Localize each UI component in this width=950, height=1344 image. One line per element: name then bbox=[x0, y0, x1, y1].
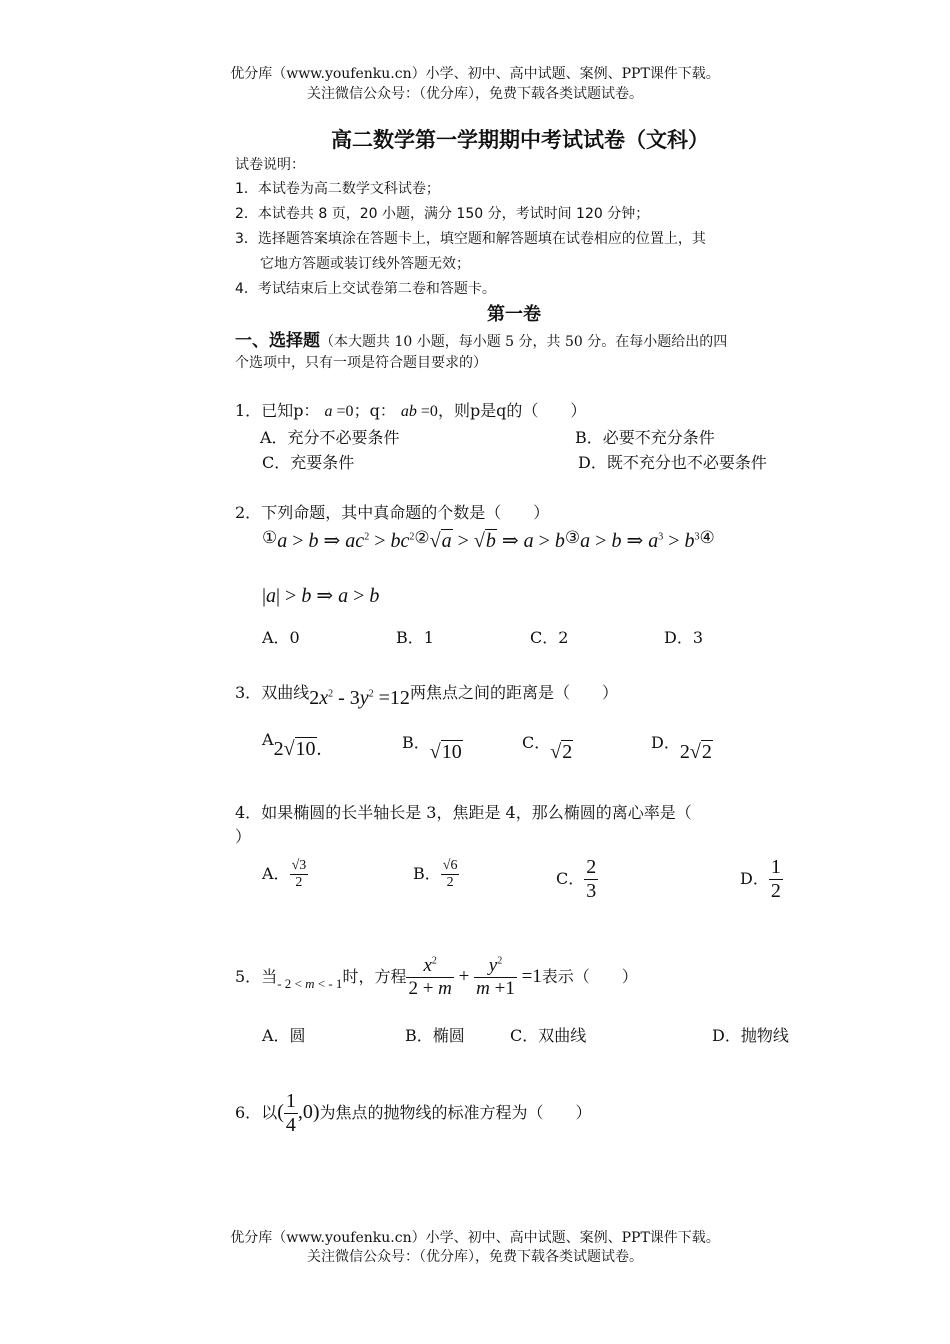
section-heading: 一、选择题 bbox=[235, 331, 320, 351]
q2-propositions-line-2: |a| > b ⇒ a > b bbox=[262, 585, 380, 607]
q4-option-d-label: D． bbox=[740, 869, 769, 888]
question-2-number: 2． bbox=[235, 503, 262, 522]
q3-text-1: 双曲线 bbox=[261, 683, 310, 702]
question-6-number: 6． bbox=[235, 1103, 262, 1123]
q2-label-2: ② bbox=[414, 528, 430, 548]
q4-option-a-label: A． bbox=[262, 864, 290, 883]
q5-option-a: A．圆 bbox=[262, 1026, 306, 1045]
q5-text-3: 表示（ ） bbox=[541, 967, 638, 986]
volume-title: 第一卷 bbox=[487, 304, 541, 325]
q4-text-1: 如果椭圆的长半轴长是 3，焦距是 4，那么椭圆的离心率是（ bbox=[261, 803, 692, 822]
header-line-2: 关注微信公众号：（优分库），免费下载各类试题试卷。 bbox=[307, 86, 643, 102]
question-6 bbox=[235, 1090, 592, 1137]
instruction-2: 2．本试卷共 8 页，20 小题，满分 150 分，考试时间 120 分钟； bbox=[235, 206, 650, 222]
q1-formula-q: ab bbox=[400, 403, 417, 420]
footer-line-1: 优分库（www.youfenku.cn）小学、初中、高中试题、案例、PPT课件下载。 bbox=[230, 1230, 720, 1246]
q3-option-c-label: C． bbox=[522, 733, 551, 752]
q5-option-b: B．椭圆 bbox=[405, 1026, 465, 1045]
q2-label-4: ④ bbox=[699, 528, 715, 548]
q1-text-3: ，则p是q的（ ） bbox=[437, 401, 587, 420]
q1-text-2: ；q： bbox=[353, 401, 396, 420]
q1-option-a: A．充分不必要条件 bbox=[260, 428, 400, 447]
q1-option-c: C．充要条件 bbox=[262, 453, 355, 472]
q6-text-1: 以 bbox=[261, 1103, 278, 1123]
q2-label-3: ③ bbox=[564, 528, 581, 548]
q3-option-b-label: B． bbox=[402, 733, 430, 752]
instruction-4: 4．考试结束后上交试卷第二卷和答题卡。 bbox=[235, 281, 496, 297]
q3-option-a: A2√10. bbox=[262, 730, 322, 760]
section-heading-line-1 bbox=[235, 326, 727, 351]
instruction-3a: 3．选择题答案填涂在答题卡上，填空题和解答题填在试卷相应的位置上，其 bbox=[235, 231, 706, 247]
q3-text-2: 两焦点之间的距离是（ ） bbox=[409, 683, 618, 702]
q3-option-a-label: A bbox=[262, 730, 274, 749]
q5-option-d: D．抛物线 bbox=[712, 1026, 789, 1045]
q4-option-d: D． $\frac{1}{2}$ bbox=[740, 856, 781, 902]
q6-text-2: 为焦点的抛物线的标准方程为（ ） bbox=[319, 1103, 592, 1123]
instructions-heading: 试卷说明： bbox=[235, 157, 305, 173]
section-desc-1: （本大题共 10 小题，每小题 5 分，共 50 分。在每小题给出的四 bbox=[320, 334, 728, 350]
question-5: 5．当$_{- 2 < m < - 1}$时，方程 $\frac{x^2}{2 + m}$ + $\frac{y^2}{m +1}$ =1表示（ ） bbox=[235, 955, 638, 999]
instruction-3b: 它地方答题或装订线外答题无效； bbox=[260, 256, 470, 272]
q5-text-2: 时，方程 bbox=[342, 967, 407, 986]
instruction-1: 1．本试卷为高二数学文科试卷； bbox=[235, 181, 440, 197]
question-2 bbox=[235, 500, 549, 523]
question-4 bbox=[235, 800, 692, 823]
q1-option-b: B．必要不充分条件 bbox=[575, 428, 715, 447]
q5-option-c: C．双曲线 bbox=[510, 1026, 587, 1045]
question-1: 1．已知p： a =0；q： ab =0，则p是q的（ ） bbox=[235, 401, 587, 420]
footer-line-2: 关注微信公众号：（优分库），免费下载各类试题试卷。 bbox=[307, 1249, 643, 1265]
q2-option-d: D．3 bbox=[664, 628, 704, 647]
page-title: 高二数学第一学期期中考试试卷（文科） bbox=[331, 127, 709, 152]
q3-formula: $2x^2 - 3y^2 =12$ bbox=[309, 687, 410, 709]
q4-option-c: C． $\frac{2}{3}$ bbox=[556, 856, 597, 902]
q2-text: 下列命题，其中真命题的个数是（ ） bbox=[261, 503, 550, 522]
q1-formula-p: a bbox=[324, 403, 333, 420]
q3-option-c: C．√2 bbox=[522, 733, 573, 763]
q3-option-d-label: D． bbox=[651, 733, 680, 752]
q6-point: ( $\frac{1}{4}$ ,0) bbox=[277, 1090, 320, 1136]
question-5-number: 5． bbox=[235, 967, 262, 986]
q4-option-b-label: B． bbox=[413, 864, 441, 883]
q4-option-b: B． $\frac{√6}{2}$ bbox=[413, 858, 458, 890]
q3-option-b: B．√10 bbox=[402, 733, 462, 763]
question-4-number: 4． bbox=[235, 803, 262, 822]
question-3-number: 3． bbox=[235, 683, 262, 702]
q4-option-c-label: C． bbox=[556, 869, 585, 888]
question-1-number: 1． bbox=[235, 401, 262, 420]
q5-text-1: 当 bbox=[261, 967, 278, 986]
q3-option-d: D．2√2 bbox=[651, 733, 712, 763]
q2-label-1: ① bbox=[262, 528, 278, 548]
q2-option-c: C．2 bbox=[530, 628, 569, 647]
q1-option-d: D．既不充分也不必要条件 bbox=[578, 453, 767, 472]
q2-propositions-line-1: ①a > b ⇒ $ac^2 > bc^{2②}√a > √b$ ⇒ a > b③a > b ⇒ $a^3 > b^{3④}$ bbox=[262, 528, 715, 552]
q5-fraction-2: $\frac{y^2}{m +1}$ bbox=[476, 955, 515, 999]
q4-text-2: ） bbox=[235, 827, 252, 846]
question-3 bbox=[235, 680, 618, 710]
q4-option-a: A． $\frac{√3}{2}$ bbox=[262, 858, 307, 890]
header-line-1: 优分库（www.youfenku.cn）小学、初中、高中试题、案例、PPT课件下载。 bbox=[230, 66, 720, 82]
q5-fraction-1: $\frac{x^2}{2 + m}$ bbox=[408, 955, 452, 999]
q2-option-a: A．0 bbox=[262, 628, 300, 647]
section-desc-2: 个选项中，只有一项是符合题目要求的） bbox=[235, 355, 487, 371]
q2-option-b: B．1 bbox=[396, 628, 434, 647]
q1-text-1: 已知p： bbox=[261, 401, 320, 420]
